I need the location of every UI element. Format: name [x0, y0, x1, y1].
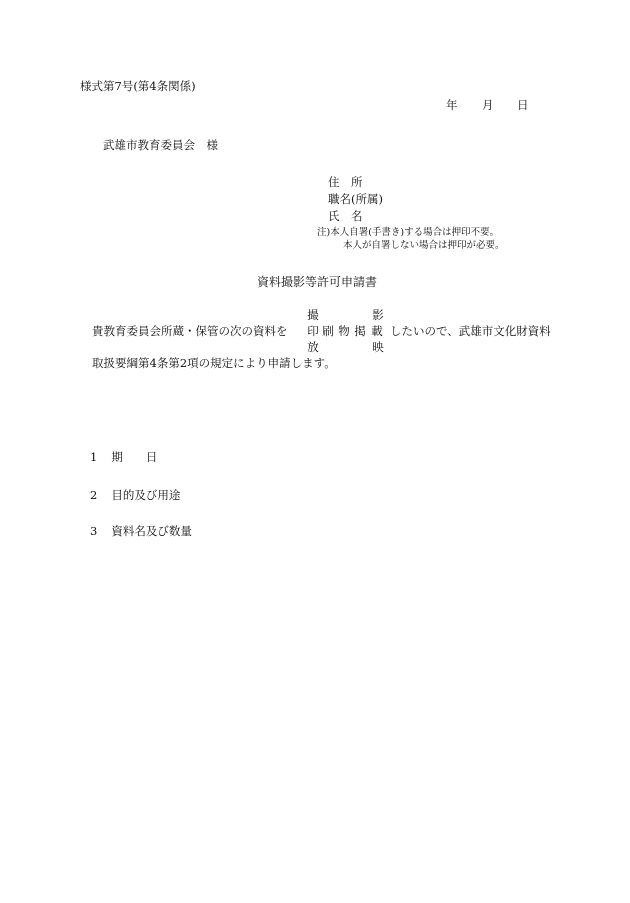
name-label: 氏 名	[328, 209, 363, 223]
form-number: 様式第7号(第4条関係)	[80, 79, 196, 93]
body-line2: 取扱要綱第4条第2項の規定により申請します。	[92, 356, 336, 370]
item-1-label: 期 日	[111, 450, 158, 464]
position-label: 職名(所属)	[328, 192, 383, 206]
item-3-number: 3	[90, 524, 98, 538]
date-year-label: 年	[446, 98, 458, 112]
seal-note-line2: 本人が自署しない場合は押印が必要。	[343, 240, 505, 251]
body-line1-after: したいので、武雄市文化財資料	[390, 324, 551, 338]
choice-houei-bottom: 映	[372, 340, 384, 354]
choice-keisai-bottom: 載	[371, 324, 383, 338]
item-3-label: 資料名及び数量	[111, 524, 192, 538]
choice-insatsu-bottom: 刷	[322, 324, 334, 338]
choice-satsuei-bottom: 影	[372, 308, 384, 322]
date-month-label: 月	[482, 98, 494, 112]
item-1	[90, 451, 157, 465]
body-line1-before: 貴教育委員会所蔵・保管の次の資料を	[92, 324, 288, 338]
addressee: 武雄市教育委員会 様	[103, 138, 218, 152]
choice-houei-top: 放	[307, 340, 319, 354]
address-label: 住 所	[328, 175, 363, 189]
date-day-label: 日	[517, 98, 529, 112]
choice-satsuei-top: 撮	[307, 308, 319, 322]
document-title: 資料撮影等許可申請書	[257, 275, 378, 289]
choice-insatsu-top: 印	[307, 324, 319, 338]
item-1-number: 1	[90, 450, 98, 464]
item-2-label: 目的及び用途	[111, 488, 181, 502]
item-2	[90, 489, 180, 503]
seal-note-line1: 注)本人自署(手書き)する場合は押印不要。	[317, 227, 500, 238]
item-3	[90, 525, 192, 539]
choice-keisai-top: 掲	[354, 324, 366, 338]
choice-mono-char: 物	[338, 324, 350, 338]
item-2-number: 2	[90, 488, 98, 502]
